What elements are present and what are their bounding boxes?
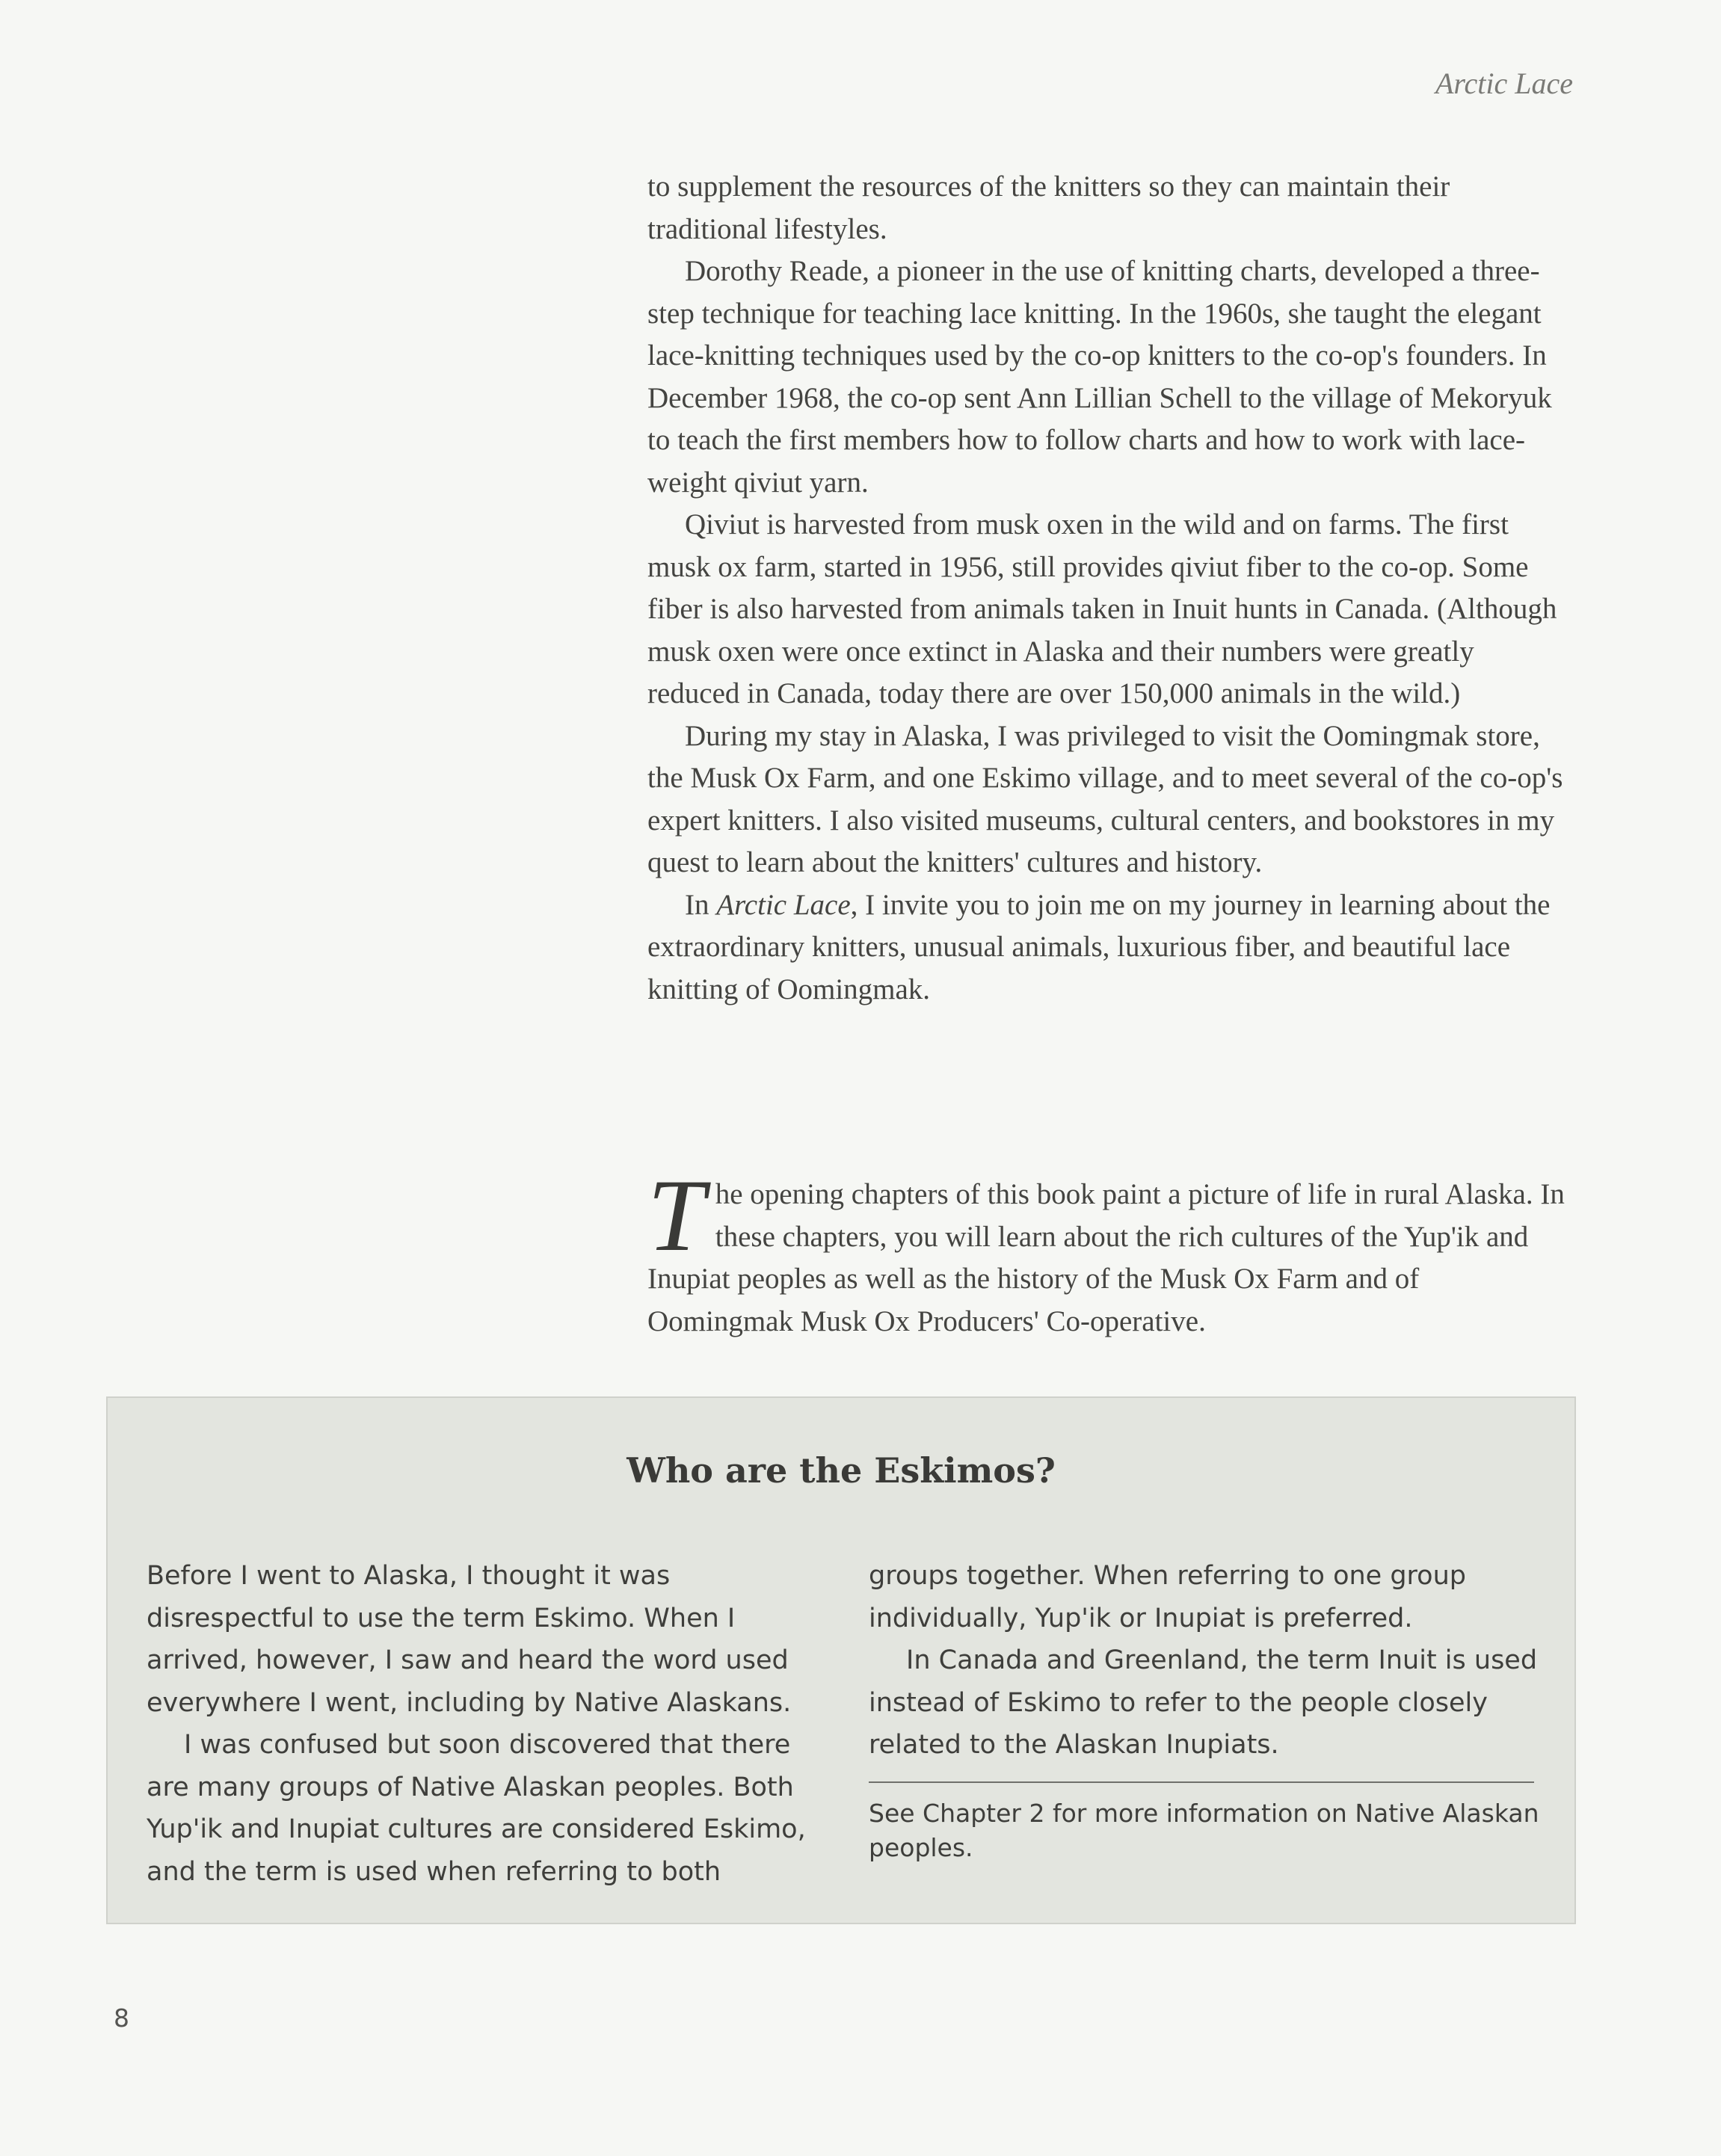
sidebar-title: Who are the Eskimos? — [626, 1450, 1056, 1491]
main-body-text — [647, 166, 1567, 1011]
intro-text: he opening chapters of this book paint a picture of life in rural Alaska. In these chapters, you will learn about the rich cultures of the Yup'ik and Inupiat peoples as well as the history of the Musk Ox Farm and of Oomingmak Musk Ox Producers' Co-operative. — [647, 1178, 1565, 1337]
sidebar-left-column — [147, 1555, 819, 1893]
paragraph-rest: , I invite you to join me on my journey in learning about the extraordinary knitters, unusual animals, luxurious fiber, and beautiful lace knitting of Oomingmak. — [647, 888, 1551, 1005]
sidebar-box — [106, 1396, 1576, 1924]
paragraph-prefix: In — [685, 888, 717, 921]
sidebar-paragraph: I was confused but soon discovered that there are many groups of Native Alaskan peoples. Both Yup'ik and Inupiat cultures are considered Eskimo, and the term is used when referring to both — [147, 1730, 806, 1887]
drop-cap: T — [647, 1158, 705, 1272]
paragraph: During my stay in Alaska, I was privileged to visit the Oomingmak store, the Musk Ox Farm, and one Eskimo village, and to meet several of the co-op's expert knitters. I also visited museums, cultural centers, and bookstores in my quest to learn about the knitters' cultures and history. — [647, 719, 1563, 878]
running-head: Arctic Lace — [1435, 67, 1573, 100]
sidebar-paragraph: Before I went to Alaska, I thought it was disrespectful to use the term Eskimo. When I arrived, however, I saw and heard the word used everywhere I went, including by Native Alaskans. — [147, 1561, 792, 1718]
intro-paragraph — [647, 1158, 1567, 1343]
book-title: Arctic Lace — [716, 888, 851, 921]
sidebar-right-column — [869, 1555, 1542, 1865]
divider — [869, 1781, 1534, 1783]
sidebar-paragraph: groups together. When referring to one group individually, Yup'ik or Inupiat is preferred. — [869, 1561, 1466, 1633]
paragraph — [647, 884, 1567, 1011]
sidebar-note: See Chapter 2 for more information on Native Alaskan peoples. — [869, 1798, 1539, 1862]
paragraph: to supplement the resources of the knitters so they can maintain their traditional lifestyles. — [647, 170, 1450, 245]
paragraph: Dorothy Reade, a pioneer in the use of knitting charts, developed a three-step technique for teaching lace knitting. In the 1960s, she taught the elegant lace-knitting techniques used by the co-op knitters to the co-op's founders. In December 1968, the co-op sent Ann Lillian Schell to the village of Mekoryuk to teach the first members how to follow charts and how to work with lace-weight qiviut yarn. — [647, 255, 1552, 499]
page-number: 8 — [114, 2003, 129, 2033]
paragraph: Qiviut is harvested from musk oxen in the wild and on farms. The first musk ox farm, started in 1956, still provides qiviut fiber to the co-op. Some fiber is also harvested from animals taken in Inuit hunts in Canada. (Although musk oxen were once extinct in Alaska and their numbers were greatly reduced in Canada, today there are over 150,000 animals in the wild.) — [647, 508, 1557, 709]
chapter-intro — [647, 1158, 1567, 1343]
sidebar-paragraph: In Canada and Greenland, the term Inuit is used instead of Eskimo to refer to the people closely related to the Alaskan Inupiats. — [869, 1645, 1538, 1760]
